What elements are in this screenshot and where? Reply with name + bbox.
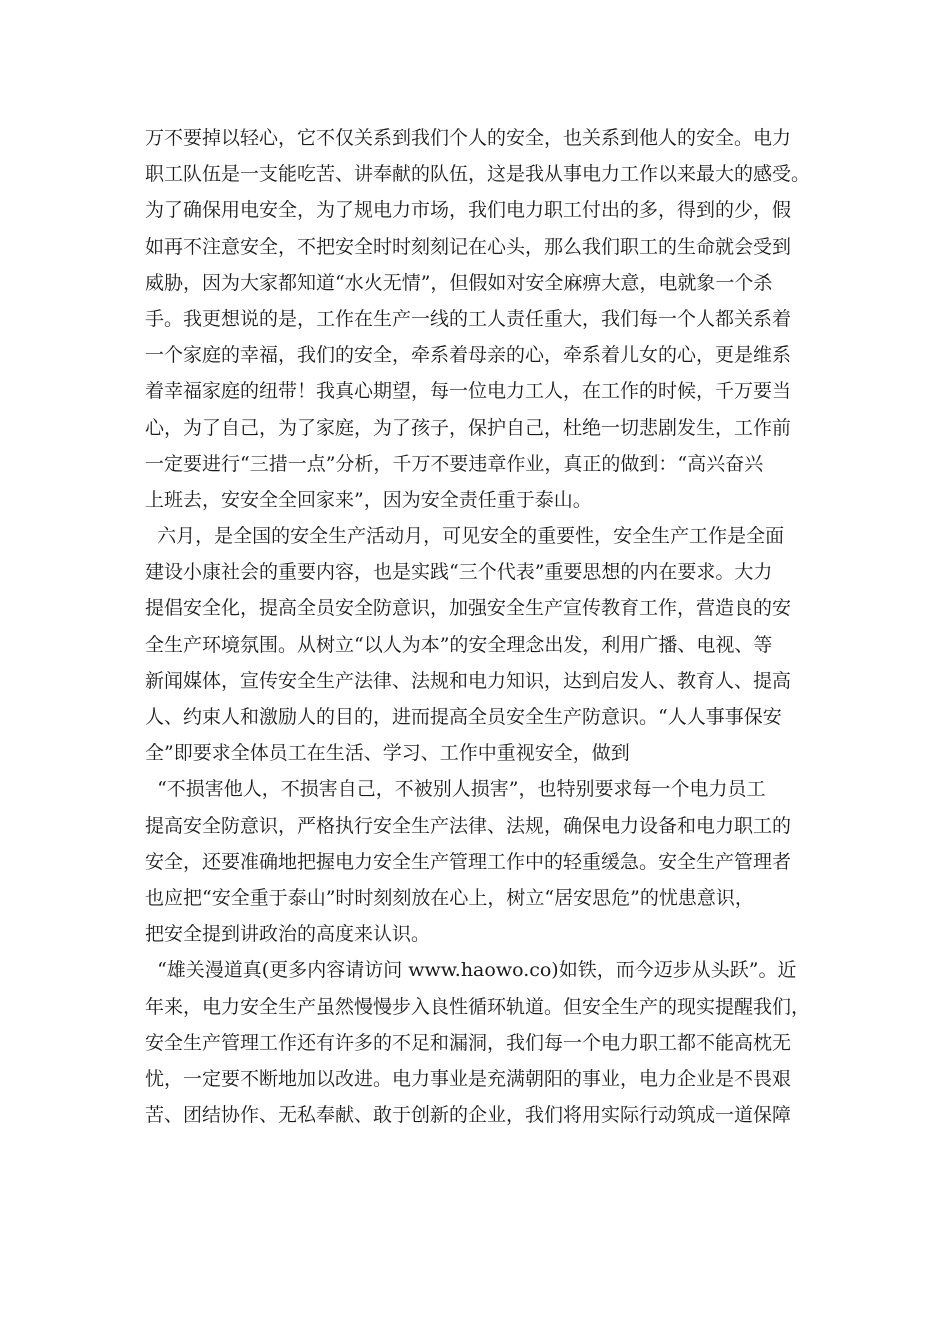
text-line: 全生产环境氛围。从树立“以人为本”的安全理念出发，利用广播、电视、等 bbox=[145, 633, 773, 656]
text-line: 年来，电力安全生产虽然慢慢步入良性循环轨道。但安全生产的现实提醒我们， bbox=[145, 995, 811, 1018]
text-line: 威胁，因为大家都知道“水火无情”，但假如对安全麻痹大意，电就象一个杀 bbox=[145, 271, 773, 294]
text-line: 一个家庭的幸福，我们的安全，牵系着母亲的心，牵系着儿女的心，更是维系 bbox=[145, 344, 792, 367]
text-line: 安全生产管理工作还有许多的不足和漏洞，我们每一个电力职工都不能高枕无 bbox=[145, 1031, 792, 1054]
text-line: 也应把“安全重于泰山”时时刻刻放在心上，树立“居安思危”的忧患意识， bbox=[145, 886, 754, 909]
text-line: 安全，还要准确地把握电力安全生产管理工作中的轻重缓急。安全生产管理者 bbox=[145, 850, 792, 873]
text-line: “雄关漫道真(更多内容请访问 www.haowo.co)如铁，而今迈步从头跃”。近 bbox=[145, 959, 797, 982]
text-line: 为了确保用电安全，为了规电力市场，我们电力职工付出的多，得到的少，假 bbox=[145, 199, 792, 222]
text-line: 上班去，安安全全回家来”，因为安全责任重于泰山。 bbox=[145, 488, 592, 511]
text-line: 着幸福家庭的纽带！我真心期望，每一位电力工人，在工作的时候，千万要当 bbox=[145, 380, 792, 403]
text-line: 手。我更想说的是，工作在生产一线的工人责任重大，我们每一个人都关系着 bbox=[145, 307, 792, 330]
text-line: 提高安全防意识，严格执行安全生产法律、法规，确保电力设备和电力职工的 bbox=[145, 814, 792, 837]
text-line: 万不要掉以轻心，它不仅关系到我们个人的安全，也关系到他人的安全。电力 bbox=[145, 127, 792, 149]
text-line: 建设小康社会的重要内容，也是实践“三个代表”重要思想的内在要求。大力 bbox=[145, 561, 773, 584]
text-line: 苦、团结协作、无私奉献、敢于创新的企业，我们将用实际行动筑成一道保障 bbox=[145, 1104, 792, 1127]
body-text bbox=[145, 120, 817, 1133]
text-line: 全”即要求全体员工在生活、学习、工作中重视安全，做到 bbox=[145, 742, 630, 765]
text-line: 如再不注意安全，不把安全时时刻刻记在心头，那么我们职工的生命就会受到 bbox=[145, 235, 792, 258]
text-line: 职工队伍是一支能吃苦、讲奉献的队伍，这是我从事电力工作以来最大的感受。 bbox=[145, 163, 811, 186]
text-line: 忧，一定要不断地加以改进。电力事业是充满朝阳的事业，电力企业是不畏艰 bbox=[145, 1067, 792, 1090]
text-line: 提倡安全化，提高全员安全防意识，加强安全生产宣传教育工作，营造良的安 bbox=[145, 597, 792, 620]
text-line: 人、约束人和激励人的目的，进而提高全员安全生产防意识。“人人事事保安 bbox=[145, 706, 782, 728]
text-line: 新闻媒体，宣传安全生产法律、法规和电力知识，达到启发人、教育人、提高 bbox=[145, 669, 792, 692]
text-line: 六月，是全国的安全生产活动月，可见安全的重要性，安全生产工作是全面 bbox=[145, 525, 785, 548]
text-line: 一定要进行“三措一点”分析，千万不要违章作业，真正的做到：“高兴奋兴 bbox=[145, 452, 764, 475]
text-line: 心，为了自己，为了家庭，为了孩子，保护自己，杜绝一切悲剧发生，工作前 bbox=[145, 416, 792, 439]
text-line: 把安全提到讲政治的高度来认识。 bbox=[145, 923, 431, 946]
text-line: “不损害他人，不损害自己，不被别人损害”，也特别要求每一个电力员工 bbox=[145, 778, 766, 801]
